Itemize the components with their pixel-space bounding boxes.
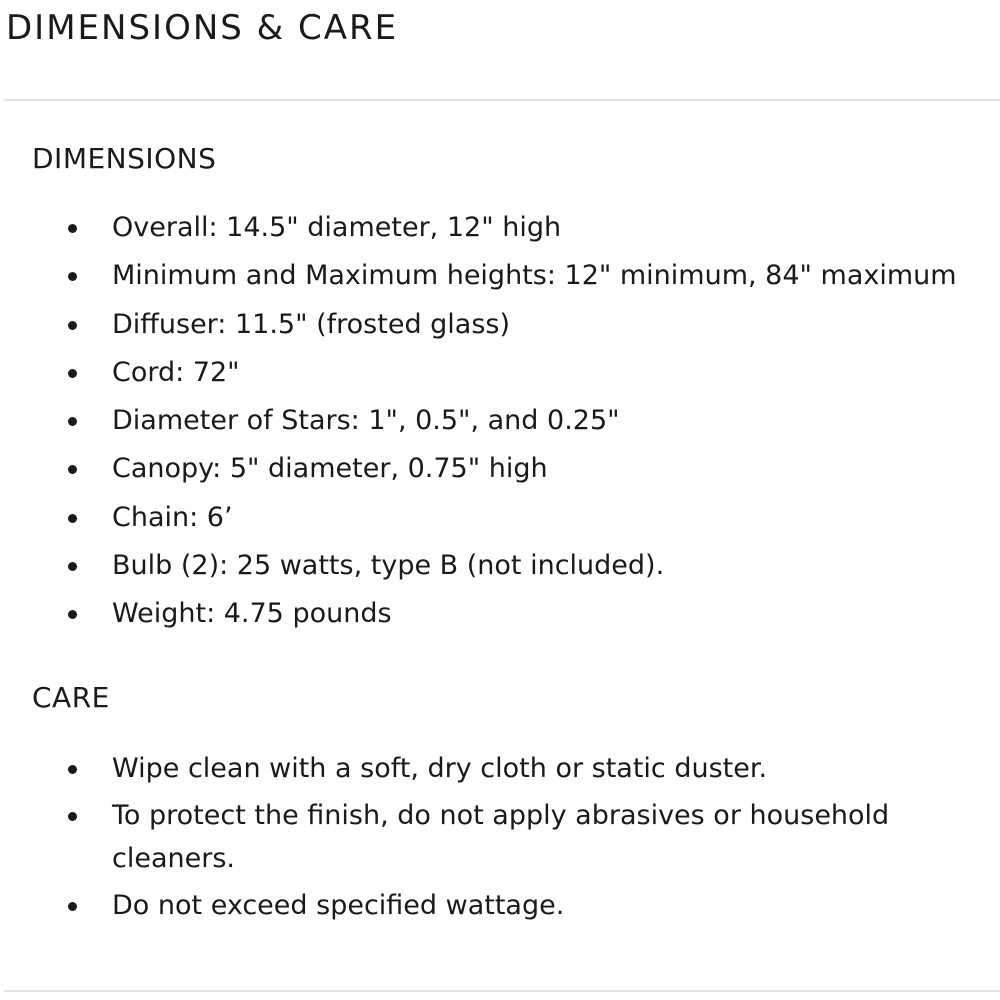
bottom-divider [4, 990, 1000, 992]
dimension-item-chain [0, 496, 1000, 539]
list-item-text: Chain: 6’ [112, 501, 233, 533]
care-item-wattage [0, 884, 1000, 927]
dimension-item-overall [0, 206, 1000, 249]
dimension-item-bulb [0, 544, 1000, 587]
care-list [0, 747, 1000, 931]
bullet-icon [68, 610, 77, 619]
list-item-text: Bulb (2): 25 watts, type B (not included). [112, 550, 665, 582]
list-item-text: Weight: 4.75 pounds [112, 598, 392, 630]
bullet-icon [68, 765, 77, 774]
list-item-text: Wipe clean with a soft, dry cloth or static duster. [112, 753, 768, 784]
bullet-icon [68, 902, 77, 911]
list-item-text: Overall: 14.5" diameter, 12" high [112, 212, 562, 243]
list-item-text: Diffuser: 11.5" (frosted glass) [112, 308, 511, 340]
bullet-icon [68, 465, 77, 474]
dimension-item-cord [0, 351, 1000, 394]
list-item-text: Minimum and Maximum heights: 12" minimum, 84" maximum [112, 260, 957, 292]
list-item-text: Diameter of Stars: 1", 0.5", and 0.25" [112, 405, 620, 437]
dimension-item-stars [0, 399, 1000, 442]
dimensions-heading: DIMENSIONS [32, 142, 217, 175]
care-heading: CARE [32, 681, 110, 714]
bullet-icon [68, 812, 77, 821]
list-item-text: Cord: 72" [112, 356, 240, 388]
dimension-item-canopy [0, 447, 1000, 490]
dimension-item-diffuser [0, 303, 1000, 346]
dimension-item-weight [0, 592, 1000, 635]
dimension-item-heights [0, 254, 1000, 297]
bullet-icon [68, 417, 77, 426]
dimensions-list [0, 206, 1000, 641]
bullet-icon [68, 224, 77, 233]
list-item-text: To protect the finish, do not apply abrasives or household cleaners. [112, 800, 890, 874]
care-item-protect [0, 794, 1000, 880]
bullet-icon [68, 562, 77, 571]
bullet-icon [68, 369, 77, 378]
list-item-text: Do not exceed specified wattage. [112, 890, 565, 921]
panel-title[interactable]: DIMENSIONS & CARE [6, 8, 399, 48]
list-item-text: Canopy: 5" diameter, 0.75" high [112, 453, 548, 485]
top-divider [4, 99, 1000, 101]
bullet-icon [68, 272, 77, 281]
bullet-icon [68, 321, 77, 330]
bullet-icon [68, 514, 77, 523]
care-item-wipe [0, 747, 1000, 790]
